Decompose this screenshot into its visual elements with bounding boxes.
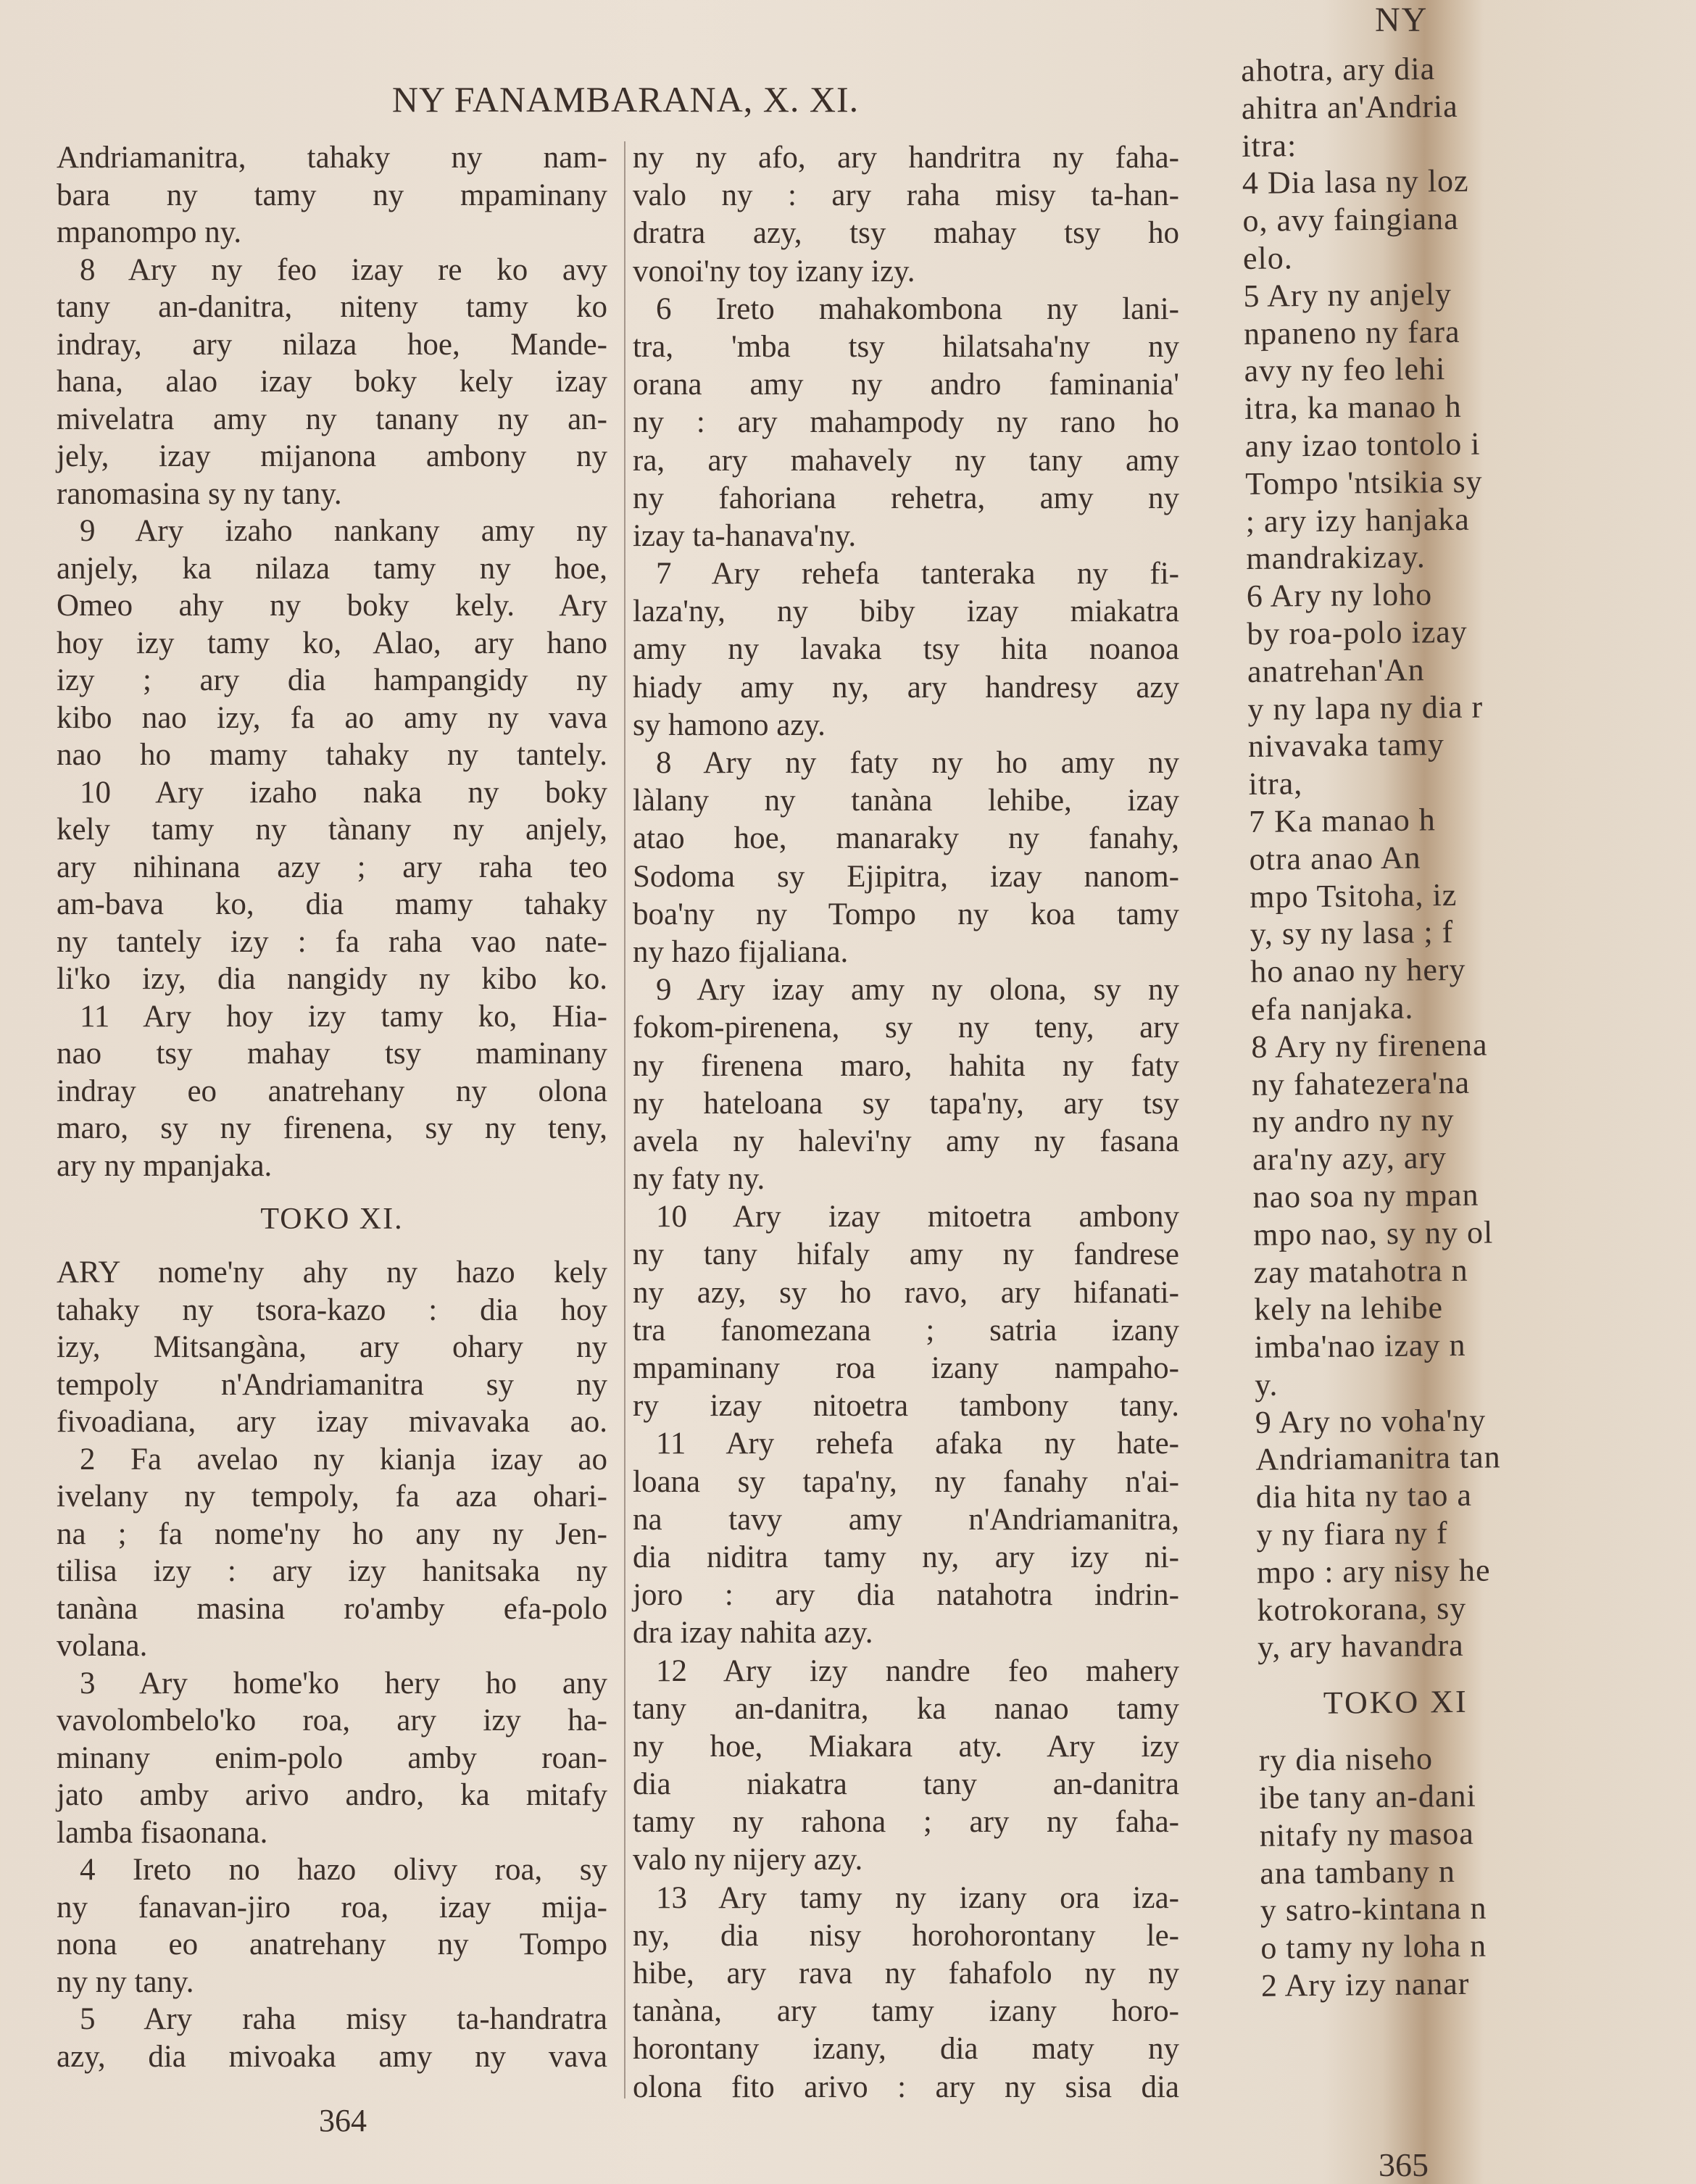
text-line: ahitra an'Andria [1241, 88, 1458, 126]
text-line: elo. [1242, 240, 1293, 276]
text-line: 2 Fa avelao ny kianja izay ao [80, 1442, 607, 1477]
page-number-right: 365 [1379, 2146, 1429, 2183]
text-line: dia niditra tamy ny, ary izy ni- [633, 1540, 1179, 1574]
text-line: mpaminany roa izany nampaho- [633, 1351, 1179, 1385]
text-line: tilisa izy : ary izy hanitsaka ny [57, 1554, 607, 1588]
text-line: Andriamanitra, tahaky ny nam- [57, 141, 607, 175]
text-line: ary ny mpanjaka. [57, 1148, 273, 1183]
text-line: 7 Ka manao h [1248, 802, 1436, 839]
text-line: 5 Ary raha misy ta-handratra [80, 2002, 607, 2036]
text-line: ivelany ny tempoly, fa aza ohari- [57, 1479, 607, 1514]
text-line: itra, [1248, 765, 1303, 802]
text-line: 8 Ary ny faty ny ho amy ny [656, 746, 1179, 780]
text-line: 5 Ary ny anjely [1243, 275, 1452, 314]
text-line: ranomasina sy ny tany. [57, 476, 342, 511]
text-line: Omeo ahy ny boky kely. Ary [57, 589, 607, 623]
text-line: dra izay nahita azy. [633, 1616, 873, 1651]
text-line: ho anao ny hery [1250, 951, 1466, 990]
text-line: ny fahoriana rehetra, amy ny [633, 481, 1179, 515]
facing-page [1241, 0, 1501, 2183]
running-header: NY FANAMBARANA, X. XI. [391, 79, 860, 120]
text-line: mpanompo ny. [57, 215, 242, 249]
text-line: 11 Ary rehefa afaka ny hate- [656, 1427, 1179, 1461]
text-line: ny andro ny ny [1252, 1102, 1455, 1140]
text-line: loana sy tapa'ny, ny fanahy n'ai- [633, 1464, 1179, 1499]
text-line: indray, ary nilaza hoe, Mande- [57, 327, 607, 362]
chapter-heading: TOKO XI. [260, 1203, 404, 1236]
text-line: jely, izay mijanona ambony ny [57, 439, 607, 473]
text-line: imba'nao izay n [1254, 1326, 1466, 1365]
text-line: ny : ary mahampody ny rano ho [633, 405, 1179, 440]
text-line: mpo : ary nisy he [1256, 1552, 1491, 1590]
text-line: olona fito arivo : ary ny sisa dia [633, 2069, 1179, 2104]
text-line: 7 Ary rehefa tanteraka ny fi- [656, 557, 1179, 591]
text-line: hana, alao izay boky kely izay [57, 365, 607, 399]
text-line: ibe tany an-dani [1258, 1777, 1476, 1816]
text-line: tany an-danitra, niteny tamy ko [57, 290, 607, 324]
text-line: tanàna, ary tamy izany horo- [633, 1994, 1179, 2029]
text-line: Tompo 'ntsikia sy [1244, 463, 1483, 502]
text-line: ny, dia nisy horohorontany le- [633, 1918, 1179, 1953]
text-line: làlany ny tanàna lehibe, izay [633, 784, 1179, 818]
text-line: kotrokorana, sy [1257, 1590, 1467, 1628]
text-line: ny tantely izy : fa raha vao nate- [57, 924, 607, 959]
text-line: horontany izany, dia maty ny [633, 2032, 1179, 2067]
text-line: tra fanomezana ; satria izany [633, 1313, 1179, 1348]
text-line: 13 Ary tamy ny izany ora iza- [656, 1880, 1179, 1915]
text-line: ra, ary mahavely ny tany amy [633, 443, 1179, 478]
text-line: nao soa ny mpan [1252, 1176, 1479, 1215]
text-line: izy ; ary dia hampangidy ny [57, 663, 607, 697]
text-line: ARY nome'ny ahy ny hazo kely [57, 1255, 607, 1290]
text-line: kely na lehibe [1253, 1290, 1444, 1328]
text-line: ny tany hifaly amy ny fandrese [633, 1237, 1179, 1272]
text-line: zay matahotra n [1253, 1252, 1468, 1290]
text-line: dia hita ny tao a [1255, 1477, 1473, 1516]
facing-page-header: NY [1375, 1, 1429, 39]
chapter-heading: TOKO XI [1323, 1684, 1468, 1722]
text-line: ry dia niseho [1258, 1740, 1434, 1779]
text-line: laza'ny, ny biby izay miakatra [633, 594, 1179, 629]
text-line: 9 Ary izay amy ny olona, sy ny [656, 973, 1179, 1008]
text-line: avy ny feo lehi [1244, 351, 1446, 389]
text-line: y ny fiara ny f [1256, 1515, 1448, 1553]
text-line: y. [1254, 1366, 1279, 1403]
text-line: na ; fa nome'ny ho any ny Jen- [57, 1516, 607, 1551]
text-line: lamba fisaonana. [57, 1815, 268, 1850]
text-line: dia niakatra tany an-danitra [633, 1767, 1179, 1802]
text-line: efa nanjaka. [1250, 989, 1414, 1027]
text-line: azy, dia mivoaka amy ny vava [57, 2039, 607, 2074]
text-line: 4 Dia lasa ny loz [1242, 163, 1469, 202]
text-line: indray eo anatrehany ny olona [57, 1074, 607, 1108]
text-line: 8 Ary ny feo izay re ko avy [80, 252, 607, 287]
text-line: valo ny : ary raha misy ta-han- [633, 178, 1179, 213]
text-line: ny fahatezera'na [1251, 1064, 1471, 1103]
text-line: ny ny tany. [57, 1964, 194, 1999]
text-line: mpo nao, sy ny ol [1252, 1214, 1494, 1253]
text-line: jato amby arivo andro, ka mitafy [57, 1778, 607, 1812]
text-line: ny fanavan-jiro roa, izay mija- [57, 1890, 607, 1925]
text-line: maro, sy ny firenena, sy ny teny, [57, 1111, 607, 1145]
text-line: ara'ny azy, ary [1252, 1139, 1447, 1178]
text-line: tany an-danitra, ka nanao tamy [633, 1691, 1179, 1726]
text-line: y satro-kintana n [1260, 1890, 1487, 1929]
text-line: hiady amy ny, ary handresy azy [633, 670, 1179, 705]
text-line: 4 Ireto no hazo olivy roa, sy [80, 1853, 607, 1887]
text-line: bara ny tamy ny mpaminany [57, 178, 607, 212]
text-line: vonoi'ny toy izany izy. [633, 254, 915, 288]
text-line: ny hazo fijaliana. [633, 934, 849, 969]
text-line: valo ny nijery azy. [633, 1843, 863, 1877]
text-line: mivelatra amy ny tanany ny an- [57, 402, 607, 436]
column-divider [624, 141, 625, 2098]
text-line: li'ko izy, dia nangidy ny kibo ko. [57, 962, 607, 996]
text-line: ny faty ny. [633, 1162, 765, 1197]
text-line: 12 Ary izy nandre feo mahery [656, 1653, 1179, 1688]
text-line: na tavy amy n'Andriamanitra, [633, 1502, 1179, 1537]
text-line: avela ny halevi'ny amy ny fasana [633, 1124, 1179, 1158]
text-line: ny azy, sy ho ravo, ary hifanati- [633, 1275, 1179, 1310]
text-line: y ny lapa ny dia r [1247, 689, 1484, 727]
text-line: 2 Ary izy nanar [1260, 1965, 1470, 2004]
page-number-left: 364 [319, 2103, 367, 2138]
text-line: nona eo anatrehany ny Tompo [57, 1927, 607, 1961]
text-line: ary nihinana azy ; ary raha teo [57, 850, 607, 884]
text-line: amy ny lavaka tsy hita noanoa [633, 632, 1179, 667]
text-line: tanàna masina ro'amby efa-polo [57, 1591, 607, 1626]
text-line: 9 Ary izaho nankany amy ny [80, 514, 607, 548]
text-line: hibe, ary rava ny fahafolo ny ny [633, 1956, 1179, 1990]
text-line: npaneno ny fara [1243, 313, 1460, 352]
text-line: nivavaka tamy [1247, 726, 1445, 765]
text-line: y, ary havandra [1257, 1627, 1464, 1666]
text-line: ny hateloana sy tapa'ny, ary tsy [633, 1086, 1179, 1121]
text-column-left [57, 139, 607, 2075]
text-line: atao hoe, manaraky ny fanahy, [633, 821, 1179, 856]
text-line: ny ny afo, ary handritra ny faha- [633, 141, 1179, 175]
text-line: kely tamy ny tànany ny anjely, [57, 813, 607, 847]
text-line: 9 Ary no voha'ny [1255, 1402, 1487, 1440]
text-line: fokom-pirenena, sy ny teny, ary [633, 1010, 1179, 1045]
text-line: 11 Ary hoy izy tamy ko, Hia- [80, 999, 607, 1034]
text-line: nitafy ny masoa [1259, 1815, 1475, 1853]
text-line: o tamy ny loha n [1260, 1927, 1487, 1967]
text-line: boa'ny ny Tompo ny koa tamy [633, 897, 1179, 931]
text-line: itra: [1242, 127, 1297, 164]
text-line: y, sy ny lasa ; f [1250, 914, 1454, 952]
text-line: ry izay nitoetra tambony tany. [633, 1389, 1179, 1424]
text-line: o, avy faingiana [1242, 201, 1459, 239]
text-line: Sodoma sy Ejipitra, izay nanom- [633, 859, 1179, 894]
text-line: any izao tontolo i [1244, 425, 1481, 464]
text-line: 8 Ary ny firenena [1251, 1026, 1488, 1065]
text-line: am-bava ko, dia mamy tahaky [57, 887, 607, 921]
text-line: anatrehan'An [1247, 652, 1425, 689]
text-line: fivoadiana, ary izay mivavaka ao. [57, 1405, 607, 1439]
facing-page-text [1241, 48, 1696, 2005]
text-line: 3 Ary home'ko hery ho any [80, 1666, 607, 1701]
text-line: dratra azy, tsy mahay tsy ho [633, 216, 1179, 251]
text-line: minany enim-polo amby roan- [57, 1740, 607, 1775]
text-line: mpo Tsitoha, iz [1249, 876, 1458, 915]
text-line: kibo nao izy, fa ao amy ny vava [57, 700, 607, 735]
text-line: izy, Mitsangàna, ary ohary ny [57, 1330, 607, 1364]
text-line: tamy ny rahona ; ary ny faha- [633, 1805, 1179, 1840]
text-line: otra anao An [1249, 839, 1421, 877]
text-line: hoy izy tamy ko, Alao, ary hano [57, 626, 607, 660]
text-line: ahotra, ary dia [1241, 51, 1436, 88]
text-line: ny firenena maro, hahita ny faty [633, 1048, 1179, 1083]
text-line: ny hoe, Miakara aty. Ary izy [633, 1729, 1179, 1764]
text-line: ; ary izy hanjaka [1245, 501, 1470, 539]
text-line: 6 Ary ny loho [1246, 576, 1433, 615]
text-line: izay ta-hanava'ny. [633, 518, 857, 553]
text-line: joro : ary dia natahotra indrin- [633, 1578, 1179, 1613]
text-line: nao ho mamy tahaky ny tantely. [57, 738, 607, 772]
text-line: mandrakizay. [1246, 539, 1426, 577]
text-line: anjely, ka nilaza tamy ny hoe, [57, 551, 607, 586]
text-line: ana tambany n [1260, 1853, 1456, 1891]
text-line: sy hamono azy. [633, 707, 826, 742]
text-line: nao tsy mahay tsy maminany [57, 1037, 607, 1071]
text-line: volana. [57, 1629, 148, 1663]
text-column-right [633, 139, 1179, 2106]
text-line: tra, 'mba tsy hilatsaha'ny ny [633, 329, 1179, 364]
text-line: orana amy ny andro faminania' [633, 368, 1179, 402]
text-line: tahaky ny tsora-kazo : dia hoy [57, 1292, 607, 1327]
text-line: 10 Ary izaho naka ny boky [80, 775, 607, 810]
text-line: itra, ka manao h [1244, 389, 1462, 427]
text-line: 6 Ireto mahakombona ny lani- [656, 291, 1179, 326]
text-line: by roa-polo izay [1247, 613, 1468, 652]
text-line: vavolombelo'ko roa, ary izy ha- [57, 1703, 607, 1737]
text-line: Andriamanitra tan [1255, 1439, 1501, 1478]
text-line: 10 Ary izay mitoetra ambony [656, 1200, 1179, 1234]
text-line: tempoly n'Andriamanitra sy ny [57, 1367, 607, 1402]
